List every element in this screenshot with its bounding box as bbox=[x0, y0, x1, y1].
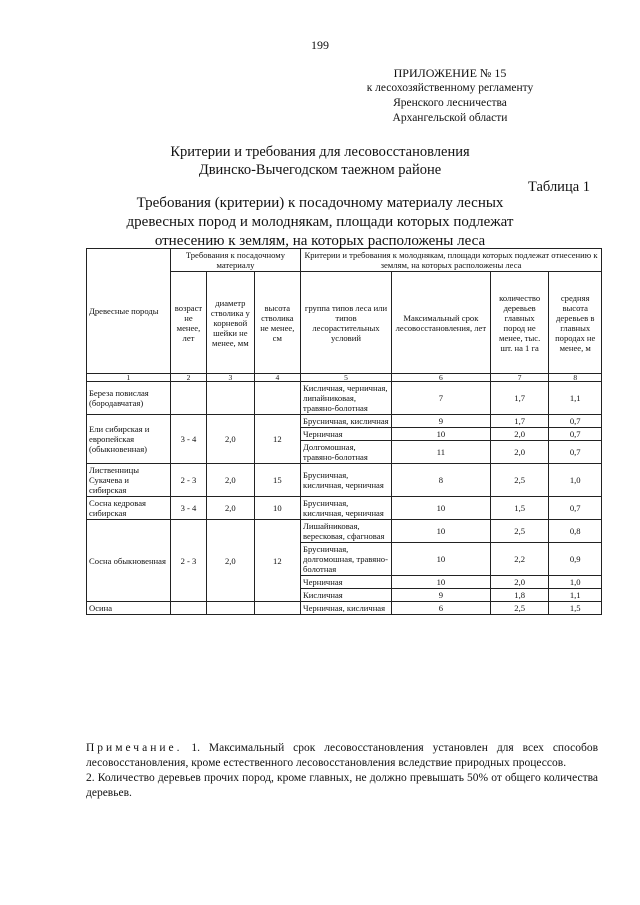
diameter-cell bbox=[207, 602, 254, 615]
species-cell: Ели сибирская и европейская (обыкновенная) bbox=[87, 415, 171, 464]
column-number: 5 bbox=[301, 374, 392, 382]
table-row bbox=[87, 602, 602, 615]
table-row bbox=[87, 382, 602, 415]
tree-count-cell: 1,5 bbox=[490, 497, 549, 520]
tree-count-cell: 2,2 bbox=[490, 543, 549, 576]
height-cell bbox=[254, 382, 300, 415]
max-term-cell: 10 bbox=[391, 428, 490, 441]
criteria-title-line: Критерии и требования для лесовосстановления bbox=[170, 144, 470, 160]
tree-count-cell: 2,5 bbox=[490, 520, 549, 543]
column-number: 2 bbox=[170, 374, 206, 382]
diameter-cell: 2,0 bbox=[207, 415, 254, 464]
table-row bbox=[87, 520, 602, 543]
forest-type-cell: Черничная bbox=[301, 576, 392, 589]
tree-count-cell: 1,7 bbox=[490, 415, 549, 428]
avg-height-cell: 1,1 bbox=[549, 382, 602, 415]
forest-type-cell: Черничная, кисличная bbox=[301, 602, 392, 615]
age-cell bbox=[170, 602, 206, 615]
header-avg-height: средняя высота деревьев в главных породах не менее, м bbox=[549, 272, 602, 374]
column-number: 6 bbox=[391, 374, 490, 382]
note-section bbox=[86, 741, 598, 801]
criteria-title-line: Двинско-Вычегодском таежном районе bbox=[198, 162, 442, 178]
tree-count-cell: 2,0 bbox=[490, 441, 549, 464]
table-title-line: древесных пород и молоднякам, площади которых подлежат bbox=[126, 214, 514, 230]
forest-type-cell: Брусничная, кисличная, черничная bbox=[301, 464, 392, 497]
appendix-title: ПРИЛОЖЕНИЕ № 15 bbox=[393, 66, 507, 80]
max-term-cell: 6 bbox=[391, 602, 490, 615]
column-number: 1 bbox=[87, 374, 171, 382]
species-cell: Лиственницы Сукачева и сибирская bbox=[87, 464, 171, 497]
tree-count-cell: 2,5 bbox=[490, 602, 549, 615]
requirements-table bbox=[86, 248, 602, 615]
column-number-row bbox=[87, 374, 602, 382]
forest-type-cell: Брусничная, кисличная bbox=[301, 415, 392, 428]
species-cell: Береза повислая (бородавчатая) bbox=[87, 382, 171, 415]
height-cell: 12 bbox=[254, 520, 300, 602]
tree-count-cell: 2,5 bbox=[490, 464, 549, 497]
appendix-line: Архангельской области bbox=[392, 112, 508, 124]
height-cell: 15 bbox=[254, 464, 300, 497]
appendix-line: к лесохозяйственному регламенту bbox=[366, 82, 534, 94]
forest-type-cell: Кисличная bbox=[301, 589, 392, 602]
table-row bbox=[87, 464, 602, 497]
forest-type-cell: Брусничная, кисличная, черничная bbox=[301, 497, 392, 520]
appendix-header bbox=[300, 66, 600, 126]
max-term-cell: 10 bbox=[391, 576, 490, 589]
species-cell: Осина bbox=[87, 602, 171, 615]
species-cell: Сосна кедровая сибирская bbox=[87, 497, 171, 520]
note-text-2: 2. Количество деревьев прочих пород, кроме главных, не должно превышать 50% от общего количества деревьев. bbox=[86, 772, 598, 799]
tree-count-cell: 2,0 bbox=[490, 428, 549, 441]
max-term-cell: 10 bbox=[391, 497, 490, 520]
appendix-line: Яренского лесничества bbox=[393, 97, 507, 109]
header-age: возраст не менее, лет bbox=[170, 272, 206, 374]
forest-type-cell: Долгомошная, травяно-болотная bbox=[301, 441, 392, 464]
header-tree-count: количество деревьев главных пород не менее, тыс. шт. на 1 га bbox=[490, 272, 549, 374]
max-term-cell: 8 bbox=[391, 464, 490, 497]
avg-height-cell: 0,8 bbox=[549, 520, 602, 543]
table-row bbox=[87, 497, 602, 520]
max-term-cell: 7 bbox=[391, 382, 490, 415]
species-cell: Сосна обыкновенная bbox=[87, 520, 171, 602]
diameter-cell: 2,0 bbox=[207, 497, 254, 520]
height-cell: 10 bbox=[254, 497, 300, 520]
avg-height-cell: 0,7 bbox=[549, 441, 602, 464]
avg-height-cell: 1,5 bbox=[549, 602, 602, 615]
criteria-title bbox=[0, 143, 640, 179]
avg-height-cell: 1,0 bbox=[549, 576, 602, 589]
avg-height-cell: 0,7 bbox=[549, 428, 602, 441]
header-height: высота стволика не менее, см bbox=[254, 272, 300, 374]
table-title-line: отнесению к землям, на которых расположены леса bbox=[154, 233, 486, 249]
note-text-1: 1. Максимальный срок лесовосстановления установлен для всех способов лесовосстановления, кроме естественного лесовосстановления вследствие природных процессов. bbox=[86, 742, 598, 769]
header-species: Древесные породы bbox=[87, 249, 171, 374]
max-term-cell: 11 bbox=[391, 441, 490, 464]
avg-height-cell: 0,7 bbox=[549, 497, 602, 520]
height-cell: 12 bbox=[254, 415, 300, 464]
diameter-cell: 2,0 bbox=[207, 464, 254, 497]
note-label: Примечание. bbox=[86, 742, 183, 754]
column-number: 8 bbox=[549, 374, 602, 382]
column-number: 4 bbox=[254, 374, 300, 382]
avg-height-cell: 1,0 bbox=[549, 464, 602, 497]
tree-count-cell: 1,8 bbox=[490, 589, 549, 602]
column-number: 7 bbox=[490, 374, 549, 382]
age-cell bbox=[170, 382, 206, 415]
header-young-group: Критерии и требования к молоднякам, площади которых подлежат отнесению к землям, на которых расположены леса bbox=[301, 249, 602, 272]
forest-type-cell: Черничная bbox=[301, 428, 392, 441]
forest-type-cell: Кисличная, черничная, липайниковая, травяно-болотная bbox=[301, 382, 392, 415]
avg-height-cell: 0,9 bbox=[549, 543, 602, 576]
table-title-line: Требования (критерии) к посадочному материалу лесных bbox=[136, 195, 504, 211]
avg-height-cell: 0,7 bbox=[549, 415, 602, 428]
age-cell: 3 - 4 bbox=[170, 415, 206, 464]
avg-height-cell: 1,1 bbox=[549, 589, 602, 602]
header-planting-group: Требования к посадочному материалу bbox=[170, 249, 300, 272]
age-cell: 2 - 3 bbox=[170, 464, 206, 497]
column-number: 3 bbox=[207, 374, 254, 382]
diameter-cell: 2,0 bbox=[207, 520, 254, 602]
height-cell bbox=[254, 602, 300, 615]
table-row bbox=[87, 415, 602, 428]
table-title bbox=[80, 194, 560, 251]
header-diameter: диаметр стволика у корневой шейки не менее, мм bbox=[207, 272, 254, 374]
max-term-cell: 10 bbox=[391, 520, 490, 543]
age-cell: 3 - 4 bbox=[170, 497, 206, 520]
age-cell: 2 - 3 bbox=[170, 520, 206, 602]
diameter-cell bbox=[207, 382, 254, 415]
header-forest-type: группа типов леса или типов лесорастительных условий bbox=[301, 272, 392, 374]
header-max-term: Максимальный срок лесовосстановления, лет bbox=[391, 272, 490, 374]
forest-type-cell: Лишайниковая, вересковая, сфагновая bbox=[301, 520, 392, 543]
max-term-cell: 9 bbox=[391, 415, 490, 428]
max-term-cell: 10 bbox=[391, 543, 490, 576]
tree-count-cell: 2,0 bbox=[490, 576, 549, 589]
table-label: Таблица 1 bbox=[528, 179, 591, 195]
tree-count-cell: 1,7 bbox=[490, 382, 549, 415]
page-number: 199 bbox=[311, 38, 329, 52]
max-term-cell: 9 bbox=[391, 589, 490, 602]
forest-type-cell: Брусничная, долгомошная, травяно-болотная bbox=[301, 543, 392, 576]
